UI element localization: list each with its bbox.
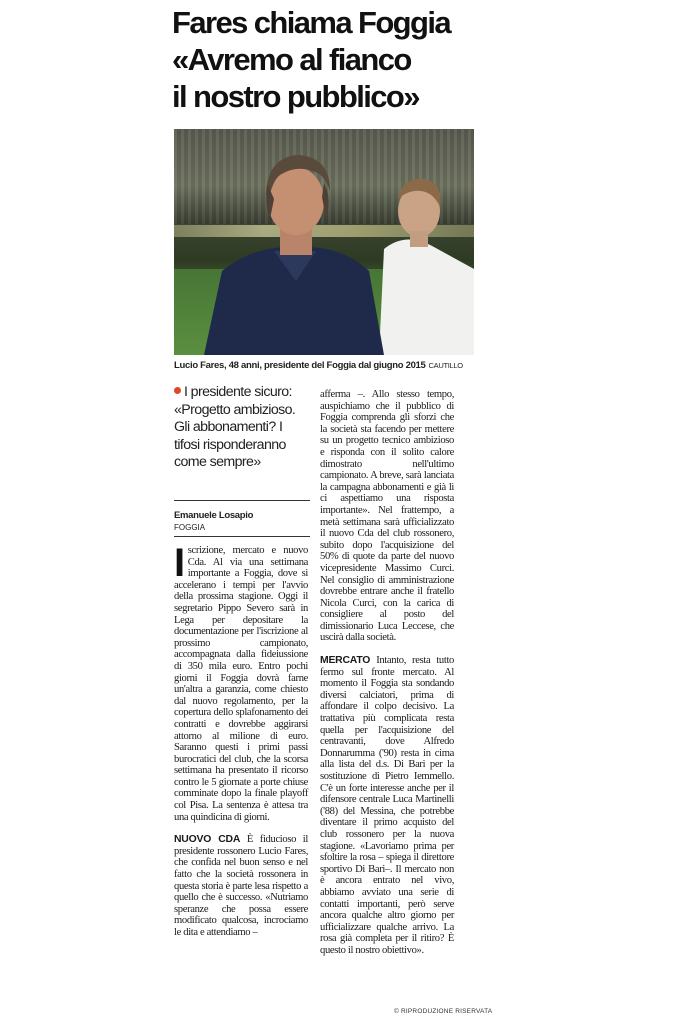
photo-figures [174, 129, 474, 355]
caption-text: Lucio Fares, 48 anni, presidente del Foggia dal giugno 2015 [174, 360, 426, 371]
column-2 [320, 389, 454, 957]
body-paragraph [174, 541, 308, 823]
author-name: Emanuele Losapio [174, 510, 254, 521]
section-lead: MERCATO [320, 655, 371, 667]
body-paragraph [174, 834, 308, 938]
dateline: FOGGIA [174, 523, 206, 532]
headline-line-1: Fares chiama Foggia [172, 5, 450, 40]
drop-cap: I [174, 541, 185, 585]
headline [172, 4, 492, 115]
section-lead: NUOVO CDA [174, 834, 241, 846]
headline-line-2: «Avremo al fianco [172, 42, 411, 77]
bullet-icon [174, 387, 181, 394]
body-paragraph [320, 655, 454, 956]
headline-line-3: il nostro pubblico» [172, 79, 419, 114]
paragraph-text: È fiducioso il presidente rossonero Lucio Fares, che confida nel buon senso e nel fatto che la società rossonera in questa storia è parte lesa rispetto a quello che è successo. «Nutriamo speranze che possa essere modificato qualcosa, incrociamo le dita e attendiamo – [174, 834, 308, 938]
paragraph-text: scrizione, mercato e nuovo Cda. Al via una settimana importante a Foggia, dove si accelerano i tempi per l'avvio della prossima stagione. Oggi il segretario Pippo Severo sarà in Lega per depositare la documentazione per l'iscrizione al prossimo campionato, accompagnata dalla fideiussione di 350 mila euro. Entro pochi giorni il Foggia dovrà farne un'altra a garanzia, come chiesto dal nuovo regolamento, per la copertura dello splafonamento dei contratti e dovrebbe aggirarsi attorno al milione di euro. Saranno questi i primi passi burocratici del club, che la scorsa settimana ha presentato il ricorso contro le 5 giornate a porte chiuse comminate dopo la finale playoff col Pisa. La sentenza è attesa tra una quindicina di giorni. [174, 545, 308, 823]
paragraph-text: Intanto, resta tutto fermo sul fronte mercato. Al momento il Foggia sta sondando diversi calciatori, prima di affondare il colpo decisivo. La trattativa più complicata resta quella per l'acquisizione del centravanti, dove Alfredo Donnarumma ('90) resta in cima alla lista del d.s. Di Bari per la sostituzione di Pietro Iemmello. C'è un forte interesse anche per il difensore centrale Luca Martinelli ('88) del Messina, che potrebbe diventare il primo acquisto del club rossonero per la nuova stagione. «Lavoriamo prima per sfoltire la rosa – spiega il direttore sportivo Di Bari–. Il mercato non è ancora entrato nel vivo, abbiamo avviato una serie di contatti importanti, però serve ancora qualche altro giorno per ufficializzare qualche arrivo. La rosa già completa per il ritiro? È questo il nostro obiettivo». [320, 655, 454, 956]
article-photo [174, 129, 474, 355]
divider [174, 500, 310, 501]
divider [174, 536, 310, 537]
body-paragraph: afferma –. Allo stesso tempo, auspichiamo che il pubblico di Foggia comprenda gli sforzi che la società sta facendo per mettere su un progetto tecnico ambizioso e risponda con il solito calore dimostrato nell'ultimo campionato. A breve, sarà lanciata la campagna abbonamenti e già lì ci aspettiamo una risposta importante». Nel frattempo, a metà settimana sarà ufficializzato il nuovo Cda del club rossonero, subito dopo l'acquisizione del 50% di quote da parte del nuovo vicepresidente Massimo Curci. Nel consiglio di amministrazione dovrebbe entrare anche il fratello Nicola Curci, con la carica di consigliere al posto del dimissionario Luca Leccese, che uscirà dalla società. [320, 389, 454, 644]
copyright-notice: © RIPRODUZIONE RISERVATA [394, 1008, 493, 1015]
byline [174, 510, 310, 532]
photo-caption [174, 360, 474, 371]
photo-credit: CAUTILLO [428, 361, 463, 370]
column-1 [174, 541, 308, 939]
summary-text: I presidente sicuro: «Progetto ambizioso. Gli abbonamenti? I tifosi risponderanno come sempre» [174, 384, 296, 471]
summary [174, 384, 310, 472]
